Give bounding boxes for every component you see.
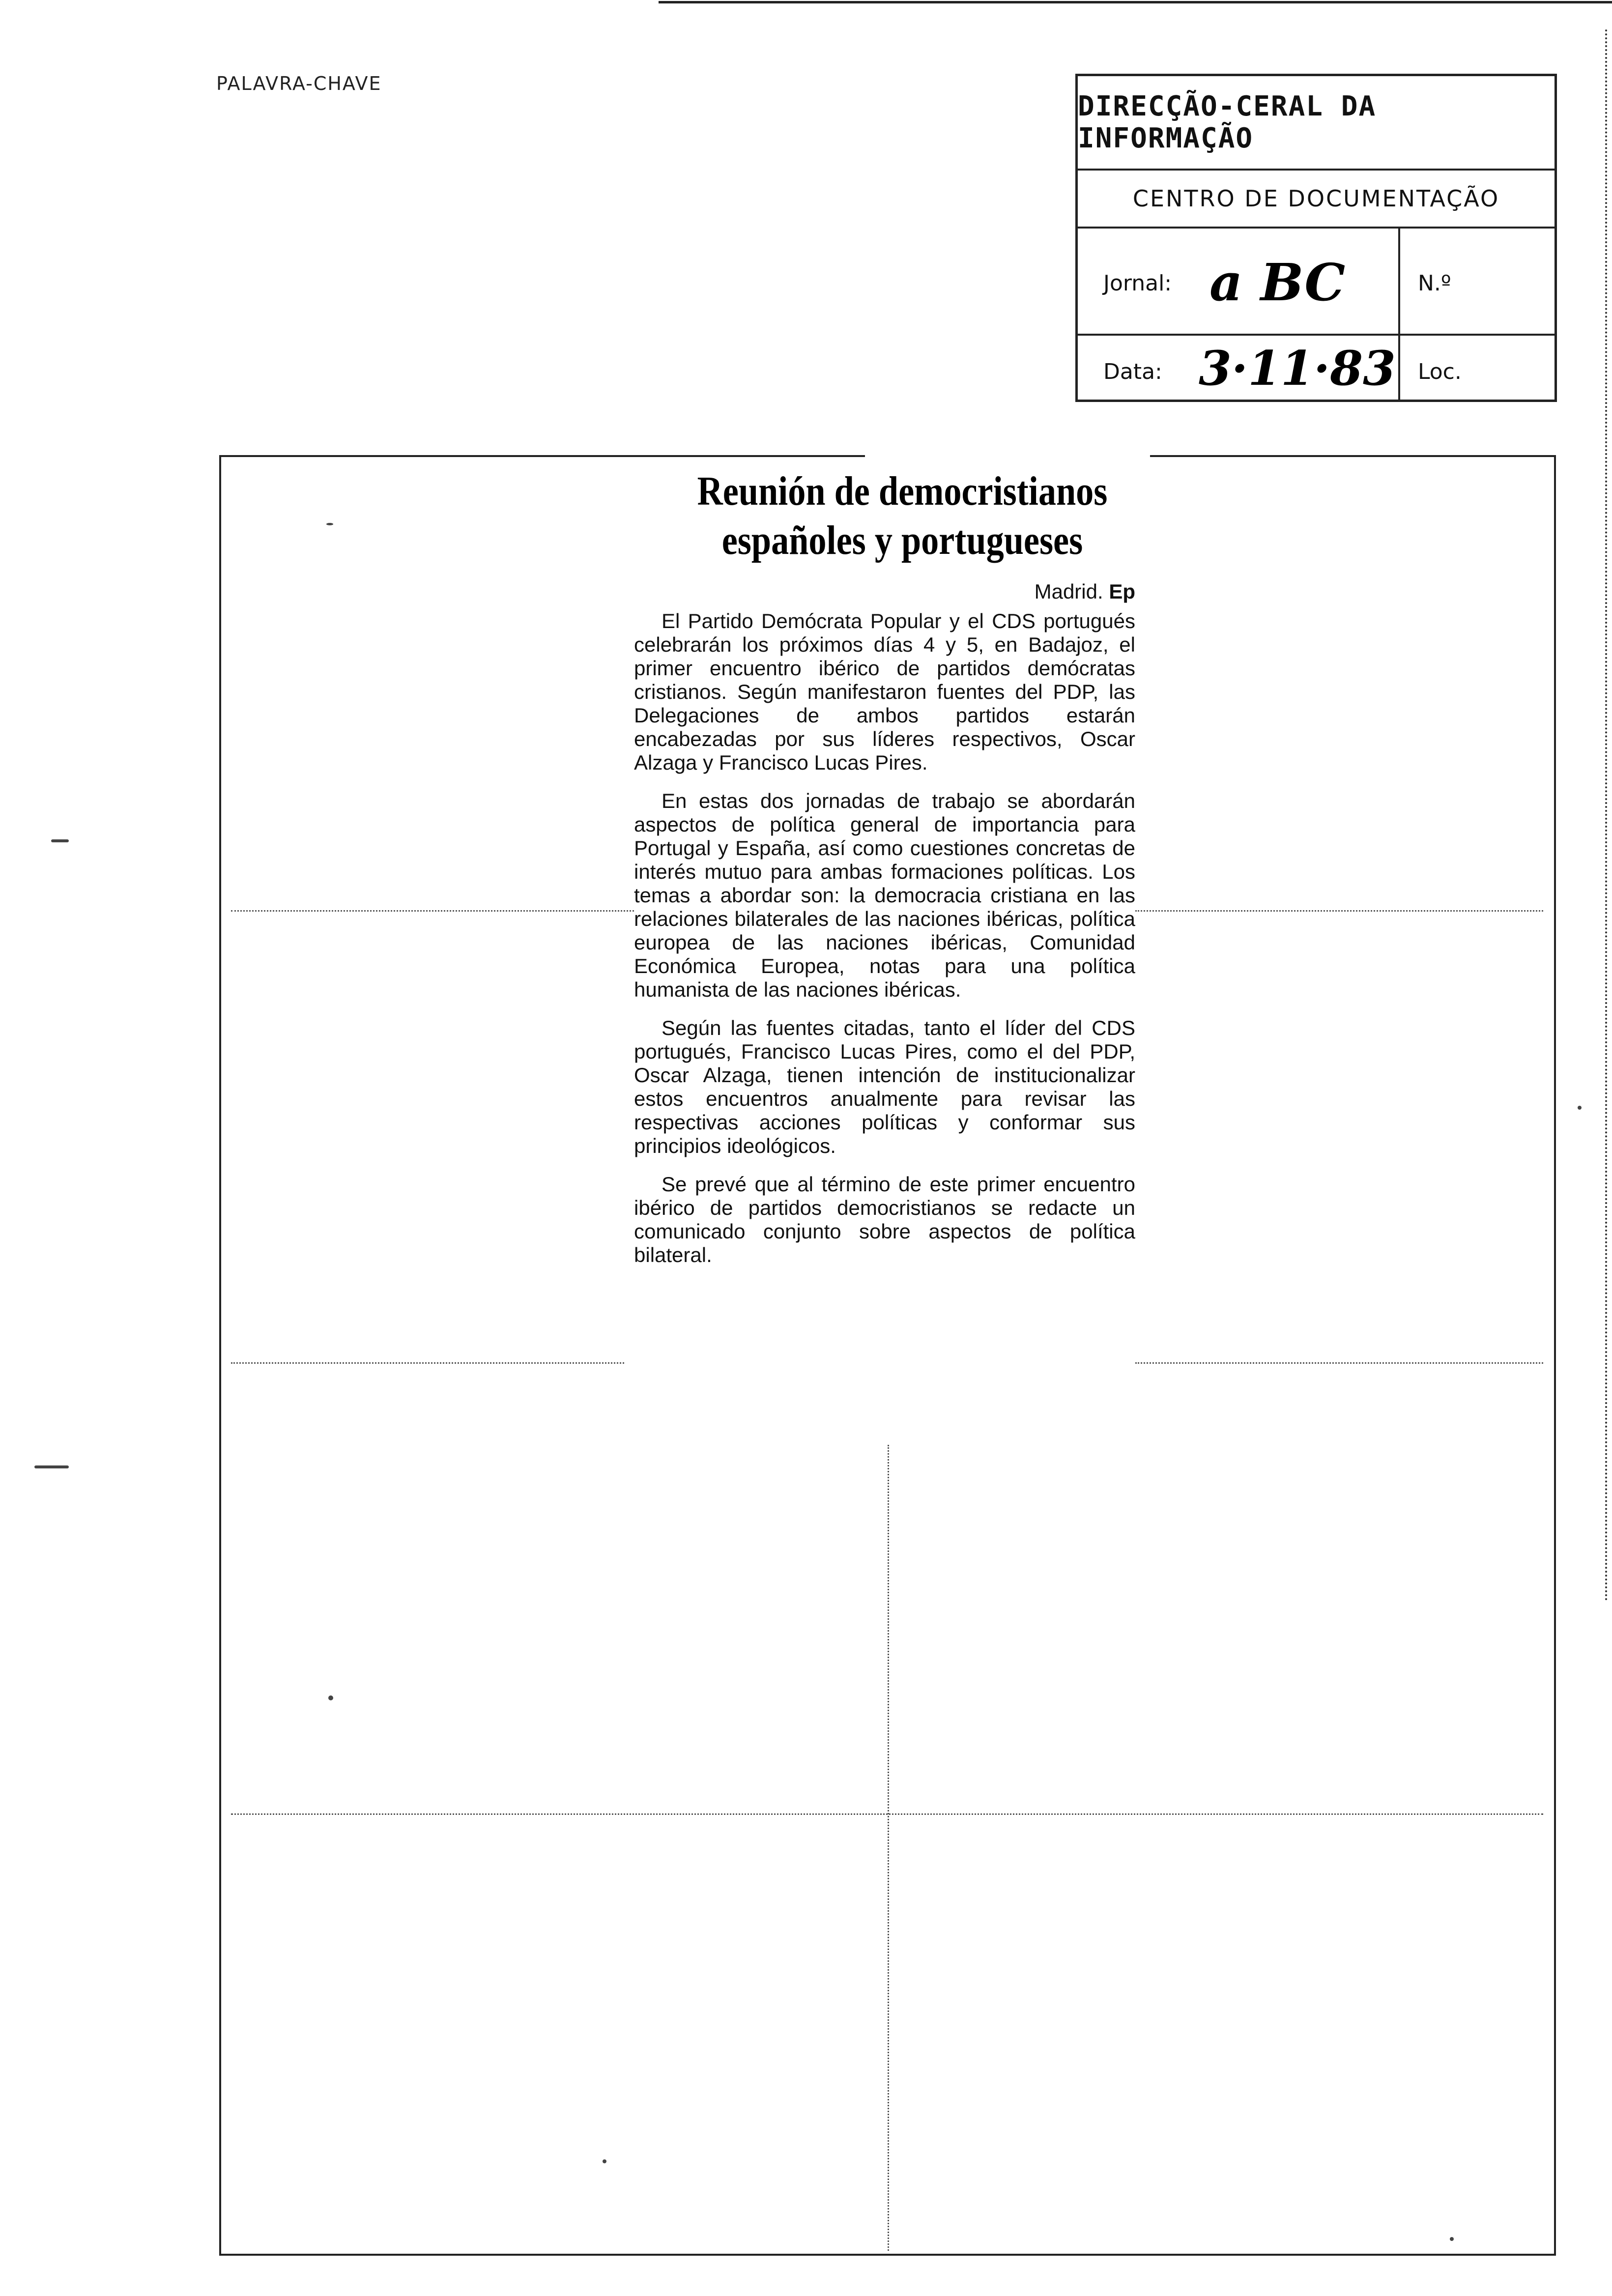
article-paragraph: Se prevé que al término de este primer encuentro ibérico de partidos democristianos se redacte un comunicado conjunto sobre aspectos de política bilateral. — [634, 1173, 1135, 1266]
article-headline — [674, 467, 1131, 565]
scan-speck — [328, 1695, 333, 1700]
top-scan-rule — [659, 1, 1612, 3]
scan-speck — [603, 2159, 606, 2163]
jornal-handwritten-value: a BC — [1209, 252, 1346, 313]
keyword-label: PALAVRA-CHAVE — [216, 73, 382, 94]
headline-line: españoles y portugueses — [721, 517, 1083, 563]
data-label: Data: — [1103, 359, 1162, 384]
guide-line — [231, 910, 634, 912]
guide-line — [888, 1445, 889, 2251]
loc-label: Loc. — [1418, 359, 1462, 384]
stamp-title: DIRECÇÃO-CERAL DA INFORMAÇÃO — [1078, 76, 1554, 171]
headline-line: Reunión de democristianos — [697, 468, 1108, 514]
stamp-subtitle: CENTRO DE DOCUMENTAÇÃO — [1078, 171, 1554, 229]
scan-speck — [326, 523, 333, 525]
stamp-data-row — [1078, 336, 1554, 400]
jornal-label: Jornal: — [1103, 271, 1172, 296]
guide-line — [231, 1813, 1543, 1815]
article-paragraph: Según las fuentes citadas, tanto el líder del CDS portugués, Francisco Lucas Pires, como el del PDP, Oscar Alzaga, tienen intención de institucionalizar estos encuentros anualmente para revisar las respectivas acciones políticas y conformar sus principios ideológicos. — [634, 1016, 1135, 1157]
scan-speck — [34, 1465, 69, 1468]
scan-speck — [1578, 1106, 1582, 1110]
stamp-jornal-row — [1078, 229, 1554, 336]
stamp-divider — [1398, 229, 1400, 334]
right-scan-edge — [1605, 29, 1607, 1602]
numero-label: N.º — [1418, 271, 1451, 296]
byline-place: Madrid. — [1034, 580, 1103, 603]
guide-line — [231, 1362, 624, 1364]
article-paragraph: El Partido Demócrata Popular y el CDS portugués celebrarán los próximos días 4 y 5, en Badajoz, el primer encuentro ibérico de partidos demócratas cristianos. Según manifestaron fuentes del PDP, las Delegaciones de ambos partidos estarán encabezadas por sus líderes respectivos, Oscar Alzaga y Francisco Lucas Pires. — [634, 609, 1135, 774]
data-handwritten-value: 3·11·83 — [1199, 341, 1396, 396]
article-byline — [634, 580, 1135, 603]
article-paragraph: En estas dos jornadas de trabajo se abordarán aspectos de política general de importancia para Portugal y España, así como cuestiones concretas de interés mutuo para ambas formaciones políticas. Los temas a abordar son: la democracia cristiana en las relaciones bilaterales de las naciones ibéricas, política europea de las naciones ibéricas, Comunidad Económica Europea, notas para una política humanista de las naciones ibéricas. — [634, 789, 1135, 1001]
article-body — [634, 609, 1135, 1282]
documentation-stamp — [1075, 74, 1557, 402]
byline-agency: Ep — [1109, 580, 1135, 603]
guide-line — [1135, 1362, 1543, 1364]
guide-line — [1135, 910, 1543, 912]
frame-top-gap — [865, 454, 1150, 458]
scan-speck — [1450, 2237, 1454, 2241]
stamp-divider — [1398, 336, 1400, 400]
scan-speck — [51, 839, 69, 842]
